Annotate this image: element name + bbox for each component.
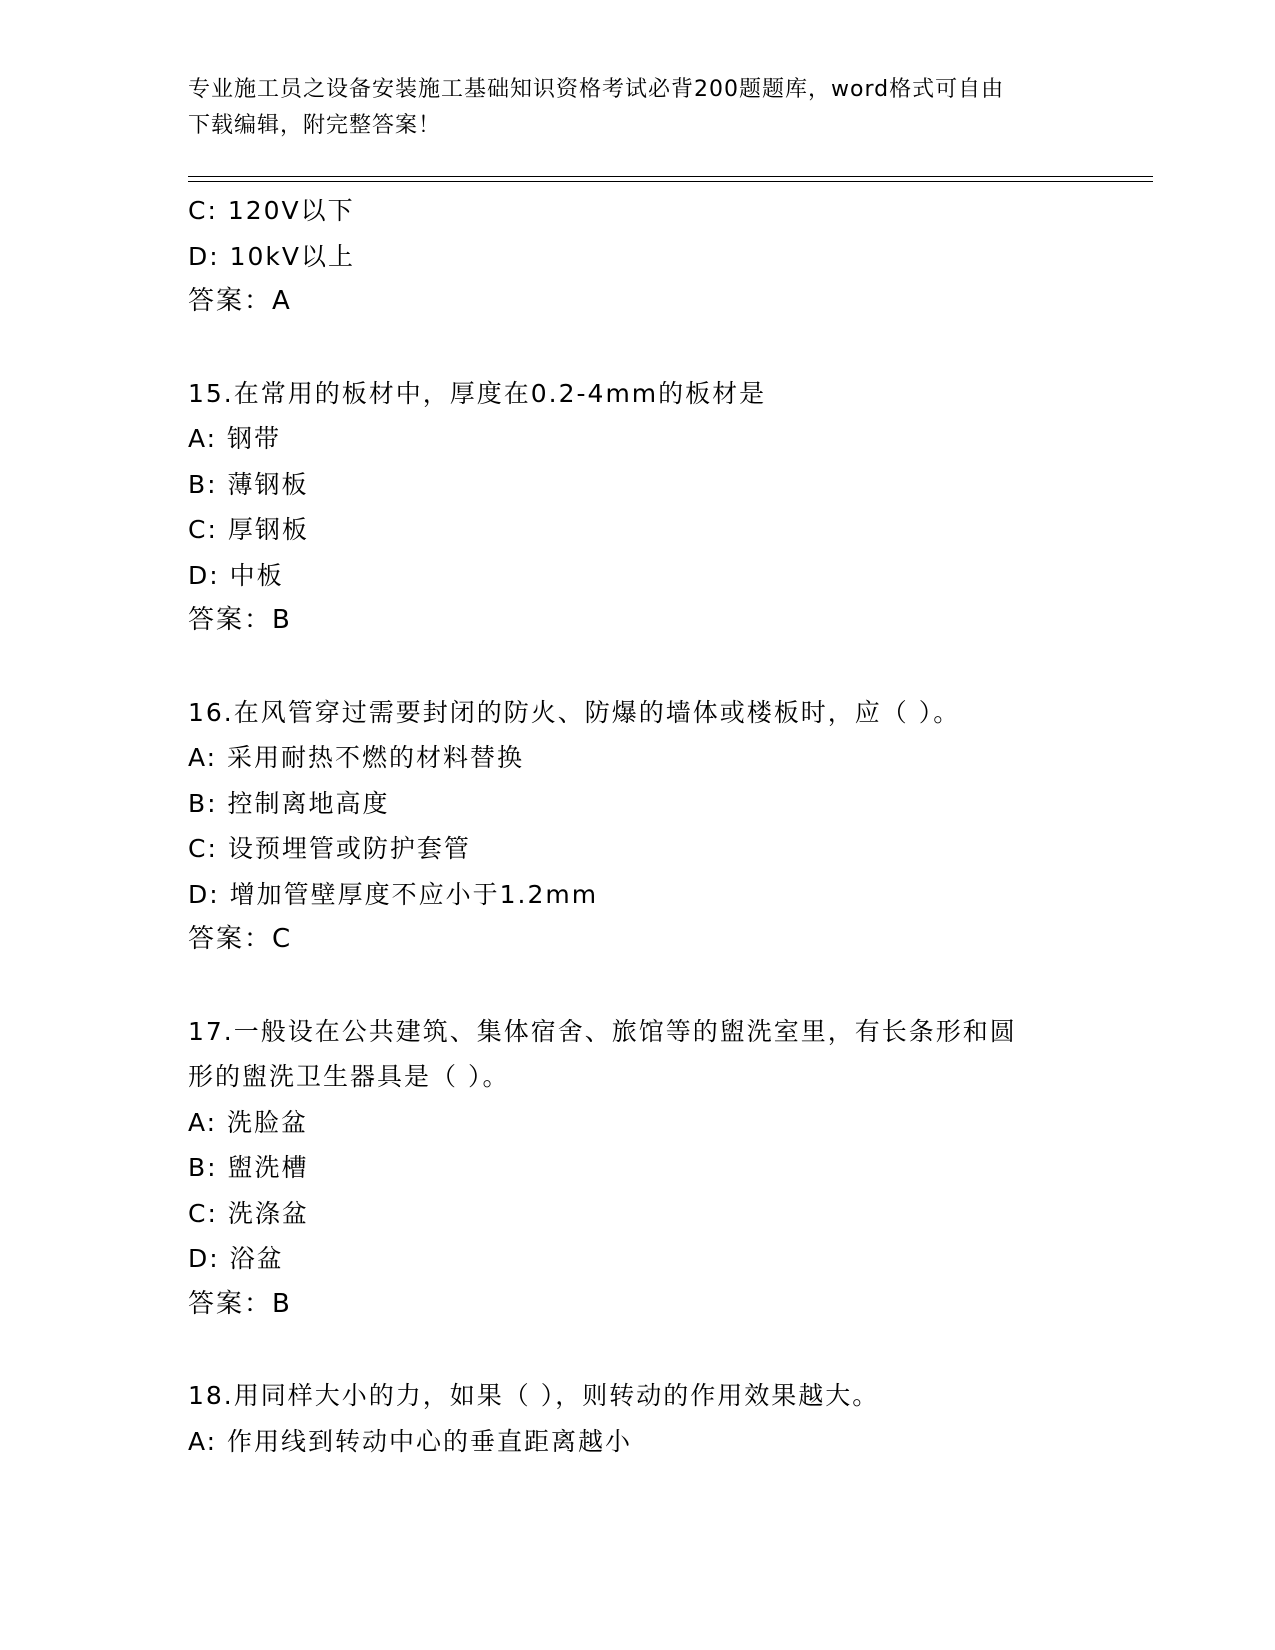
question-stem-continued: 形的盥洗卫生器具是（ ）。: [188, 1062, 510, 1091]
option-b: B: 盥洗槽: [188, 1153, 309, 1182]
spacer: [188, 644, 1148, 690]
spacer: [188, 325, 1148, 371]
header-line-1: 专业施工员之设备安装施工基础知识资格考试必背200题题库，word格式可自由: [188, 77, 1005, 102]
option-a: A: 采用耐热不燃的材料替换: [188, 743, 525, 772]
option-c: C: 120V以下: [188, 196, 355, 225]
answer-line: 答案：B: [188, 605, 292, 635]
question-16: [188, 690, 1148, 963]
question-list: [188, 188, 1148, 1464]
option-d: D: 中板: [188, 560, 284, 590]
option-b: B: 控制离地高度: [188, 788, 390, 818]
question-stem: 18.用同样大小的力，如果（ ），则转动的作用效果越大。: [188, 1381, 880, 1410]
header-rule-top: [188, 176, 1153, 177]
option-d: D: 增加管壁厚度不应小于1.2mm: [188, 879, 599, 909]
option-c: C: 设预埋管或防护套管: [188, 834, 471, 863]
option-b: B: 薄钢板: [188, 469, 309, 499]
header-line-2: 下载编辑，附完整答案！: [188, 113, 442, 138]
answer-line: 答案：A: [188, 286, 292, 316]
spacer: [188, 963, 1148, 1009]
option-d: D: 浴盆: [188, 1244, 284, 1273]
question-stem: 15.在常用的板材中，厚度在0.2-4mm的板材是: [188, 378, 767, 408]
question-stem: 17.一般设在公共建筑、集体宿舍、旅馆等的盥洗室里，有长条形和圆: [188, 1016, 1017, 1046]
option-a: A: 洗脸盆: [188, 1107, 309, 1137]
question-17: [188, 1009, 1148, 1328]
option-a: A: 钢带: [188, 424, 282, 453]
spacer: [188, 1327, 1148, 1373]
document-header: [188, 72, 1088, 144]
answer-line: 答案：C: [188, 924, 293, 954]
option-c: C: 洗涤盆: [188, 1198, 309, 1228]
option-d: D: 10kV以上: [188, 241, 356, 271]
answer-line: 答案：B: [188, 1288, 292, 1319]
option-c: C: 厚钢板: [188, 515, 309, 544]
option-a: A: 作用线到转动中心的垂直距离越小: [188, 1426, 633, 1456]
question-15: [188, 371, 1148, 644]
question-stem: 16.在风管穿过需要封闭的防火、防爆的墙体或楼板时，应（ ）。: [188, 697, 961, 727]
header-rule-bottom: [188, 181, 1153, 182]
question-18: [188, 1373, 1148, 1464]
